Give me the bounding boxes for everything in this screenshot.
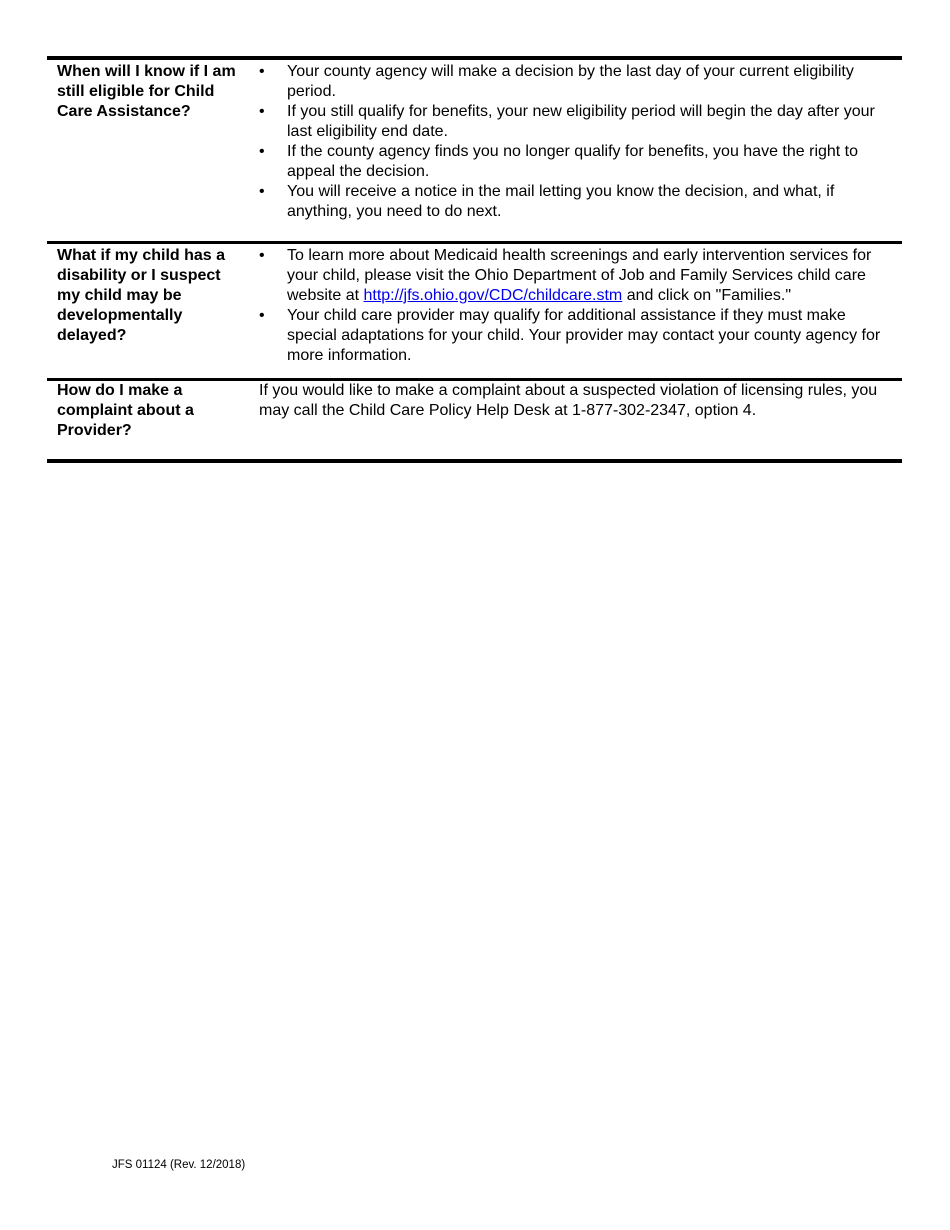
faq-row-eligibility [47,60,902,241]
bullet-icon: • [259,247,265,264]
list-item [259,142,894,182]
bullet-text: You will receive a notice in the mail letting you know the decision, and what, if anything, you need to do next. [287,183,835,220]
question-disability: What if my child has a disability or I suspect my child may be developmentally delayed? [57,247,226,344]
list-item [259,306,894,366]
bullet-text: If the county agency finds you no longer qualify for benefits, you have the right to appeal the decision. [287,143,859,180]
bullet-text-after-link: and click on "Families." [622,287,791,304]
bullet-text: Your child care provider may qualify for additional assistance if they must make special adaptations for your child. Your provider may contact your county agency for more information. [287,307,881,364]
bullet-icon: • [259,183,265,200]
list-item [259,62,894,102]
list-item [259,246,894,306]
bullet-text: If you still qualify for benefits, your new eligibility period will begin the day after your last eligibility end date. [287,103,875,140]
answer-eligibility [247,62,902,241]
form-number-footer: JFS 01124 (Rev. 12/2018) [112,1159,246,1171]
bullet-icon: • [259,63,265,80]
bullet-icon: • [259,307,265,324]
answer-disability [247,246,902,378]
faq-table [47,56,902,463]
question-eligibility: When will I know if I am still eligible for Child Care Assistance? [57,63,236,120]
faq-row-disability [47,241,902,378]
bullet-text: Your county agency will make a decision by the last day of your current eligibility period. [287,63,854,100]
list-item [259,102,894,142]
bullet-list [259,62,894,222]
answer-complaint [247,381,902,459]
complaint-answer-text: If you would like to make a complaint about a suspected violation of licensing rules, you may call the Child Care Policy Help Desk at 1-877-302-2347, option 4. [259,382,878,419]
bullet-text-before-link: To learn more about Medicaid health screenings and early intervention services for your child, please visit the Ohio Department of Job and Family Services child care website at [287,247,872,304]
bullet-icon: • [259,143,265,160]
list-item [259,182,894,222]
bullet-icon: • [259,103,265,120]
question-complaint: How do I make a complaint about a Provider? [57,382,194,439]
faq-row-complaint [47,378,902,459]
childcare-website-link[interactable]: http://jfs.ohio.gov/CDC/childcare.stm [363,287,623,304]
bullet-list [259,246,894,366]
